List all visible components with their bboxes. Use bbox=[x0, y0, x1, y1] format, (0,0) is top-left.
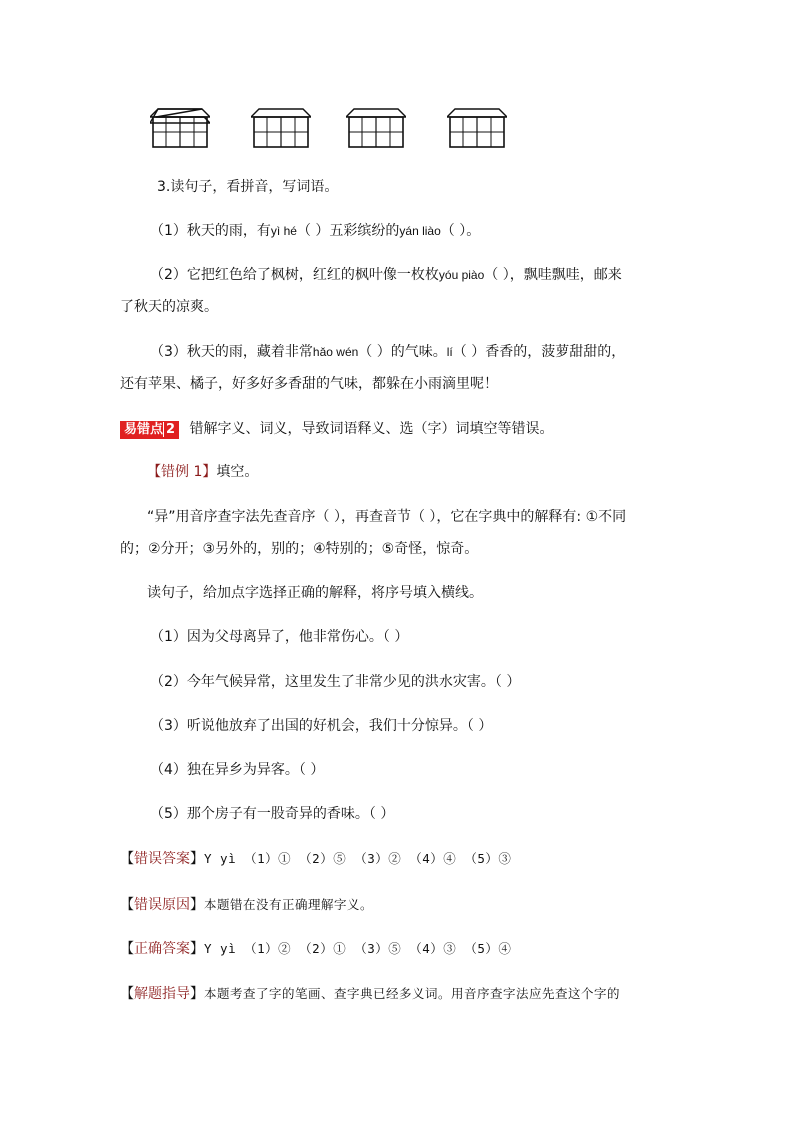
pinyin: hǎo wén bbox=[312, 345, 359, 359]
pinyin: yóu piào bbox=[438, 268, 485, 282]
wrong-reason-text: 本题错在没有正确理解字义。 bbox=[204, 897, 374, 912]
answer-blank[interactable]: （ ）的气味。 bbox=[358, 344, 447, 360]
sentence-3 bbox=[150, 342, 625, 362]
sentence-3-continued: 还有苹果、橘子，好多好多香甜的气味，都躲在小雨滴里呢！ bbox=[120, 376, 498, 392]
answer-blank[interactable]: （ ），飘哇飘哇，邮来 bbox=[484, 267, 622, 283]
error-point-badge bbox=[120, 421, 179, 439]
example-paragraph-2: 的；②分开；③另外的，别的；④特别的；⑤奇怪，惊奇。 bbox=[120, 541, 479, 557]
sentence-text: （1）秋天的雨，有 bbox=[150, 223, 271, 239]
answer-blank[interactable]: （ ）。 bbox=[440, 223, 481, 239]
example-item: （2）今年气候异常，这里发生了非常少见的洪水灾害。（ ） bbox=[150, 674, 521, 690]
writing-grid-house bbox=[447, 103, 507, 149]
solution-guide-text: 本题考查了字的笔画、查字典已经多义词。用音序查字法应先查这个字的 bbox=[204, 986, 621, 1001]
answer-blank[interactable]: （ ）香香的，菠萝甜甜的， bbox=[452, 344, 626, 360]
example-item: （5）那个房子有一股奇异的香味。（ ） bbox=[150, 806, 395, 822]
correct-answer-label: 正确答案 bbox=[134, 941, 190, 957]
example-item: （1）因为父母离异了，他非常伤心。（ ） bbox=[150, 629, 409, 645]
bracket: 【 bbox=[120, 851, 134, 867]
example-title: 填空。 bbox=[216, 464, 259, 480]
bracket: 【 bbox=[120, 986, 134, 1002]
bracket: 【 bbox=[120, 897, 134, 913]
example-1-header bbox=[147, 462, 258, 482]
wrong-answer-text: Y yì （1）① （2）⑤ （3）② （4）④ （5）③ bbox=[204, 851, 512, 866]
error-point-description: 错解字义、词义，导致词语释义、选（字）词填空等错误。 bbox=[189, 421, 554, 437]
sentence-2 bbox=[150, 265, 622, 285]
sentence-text: （2）它把红色给了枫树，红红的枫叶像一枚枚 bbox=[150, 267, 439, 283]
wrong-reason-label: 错误原因 bbox=[134, 897, 190, 913]
writing-grid-house bbox=[251, 103, 311, 149]
badge-number: 2 bbox=[163, 422, 175, 437]
wrong-answer bbox=[120, 849, 511, 869]
sentence-1 bbox=[150, 221, 480, 241]
bracket: 】 bbox=[190, 986, 204, 1002]
correct-answer-text: Y yì （1）② （2）① （3）⑤ （4）③ （5）④ bbox=[204, 941, 512, 956]
solution-guide-label: 解题指导 bbox=[134, 986, 190, 1002]
example-paragraph-1: “异”用音序查字法先查音序（ ），再查音节（ ），它在字典中的解释有: ①不同 bbox=[147, 509, 627, 525]
example-item: （3）听说他放弃了出国的好机会，我们十分惊异。（ ） bbox=[150, 718, 493, 734]
wrong-answer-label: 错误答案 bbox=[134, 851, 190, 867]
badge-label: 易错点 bbox=[124, 422, 164, 437]
pinyin: yì hé bbox=[270, 224, 297, 238]
bracket: 】 bbox=[190, 851, 204, 867]
example-label: 【错例 1】 bbox=[147, 464, 217, 480]
wrong-reason bbox=[120, 895, 373, 915]
bracket: 】 bbox=[190, 897, 204, 913]
example-instruction: 读句子，给加点字选择正确的解释，将序号填入横线。 bbox=[147, 585, 483, 601]
bracket: 】 bbox=[190, 941, 204, 957]
correct-answer bbox=[120, 939, 511, 959]
example-item: （4）独在异乡为异客。（ ） bbox=[150, 762, 325, 778]
sentence-2-continued: 了秋天的凉爽。 bbox=[120, 299, 218, 315]
sentence-text: （3）秋天的雨，藏着非常 bbox=[150, 344, 313, 360]
bracket: 【 bbox=[120, 941, 134, 957]
question-3-heading: 3.读句子，看拼音，写词语。 bbox=[157, 179, 339, 195]
answer-blank[interactable]: （ ）五彩缤纷的 bbox=[296, 223, 400, 239]
solution-guide bbox=[120, 984, 620, 1004]
error-point-2 bbox=[120, 419, 554, 439]
pinyin: yán liào bbox=[399, 224, 441, 238]
writing-grid-house bbox=[150, 103, 210, 149]
writing-grid-house bbox=[346, 103, 406, 149]
pinyin: lí bbox=[446, 345, 453, 359]
